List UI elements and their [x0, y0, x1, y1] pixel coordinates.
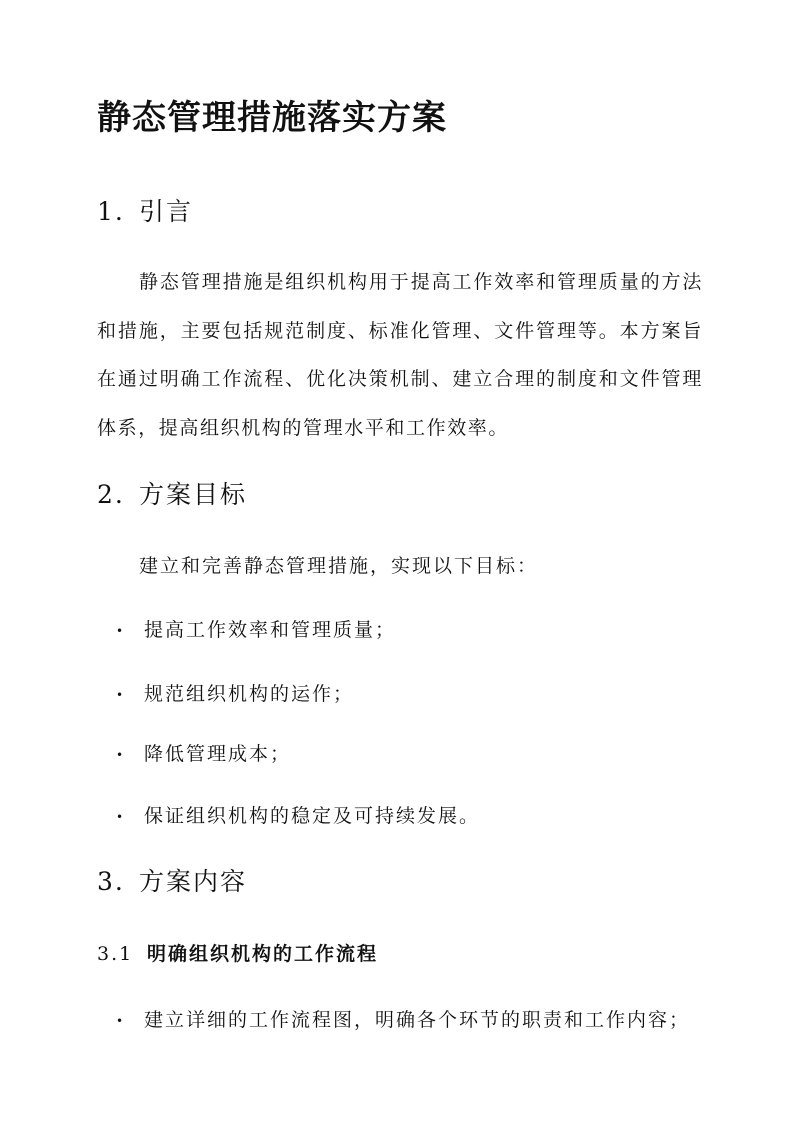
section-heading-content	[97, 866, 247, 898]
section-heading-goals	[97, 479, 247, 511]
bullet-icon: •	[116, 748, 126, 762]
section-title: 引言	[139, 197, 194, 226]
document-title: 静态管理措施落实方案	[97, 98, 447, 138]
section-title: 方案目标	[139, 480, 248, 509]
list-item-text: 提高工作效率和管理质量；	[144, 619, 397, 641]
introduction-paragraph: 静态管理措施是组织机构用于提高工作效率和管理质量的方法和措施，主要包括规范制度、标准化管理、文件管理等。本方案旨在通过明确工作流程、优化决策机制、建立合理的制度和文件管理体系，提高组织机构的管理水平和工作效率。	[97, 271, 703, 439]
goals-lead-text: 建立和完善静态管理措施，实现以下目标：	[139, 555, 539, 577]
list-item	[116, 617, 396, 644]
list-item-text: 规范组织机构的运作；	[144, 683, 355, 705]
bullet-icon: •	[116, 810, 126, 824]
section-number: 2.	[97, 480, 125, 509]
bullet-icon: •	[116, 624, 126, 638]
list-item	[116, 803, 480, 830]
section-heading-introduction	[97, 196, 193, 228]
bullet-icon: •	[116, 1014, 126, 1028]
section-number: 1.	[97, 197, 125, 226]
subsection-title: 明确组织机构的工作流程	[147, 943, 379, 965]
section-number: 3.	[97, 867, 125, 896]
subsection-number: 3.1	[97, 943, 134, 965]
list-item-text: 保证组织机构的稳定及可持续发展。	[144, 805, 481, 827]
list-item-text: 降低管理成本；	[144, 743, 292, 765]
list-item	[116, 1007, 690, 1034]
list-item-text: 建立详细的工作流程图，明确各个环节的职责和工作内容；	[144, 1009, 691, 1031]
section-title: 方案内容	[139, 867, 248, 896]
list-item	[116, 741, 291, 768]
bullet-icon: •	[116, 688, 126, 702]
subsection-heading	[97, 941, 378, 967]
list-item	[116, 681, 354, 708]
